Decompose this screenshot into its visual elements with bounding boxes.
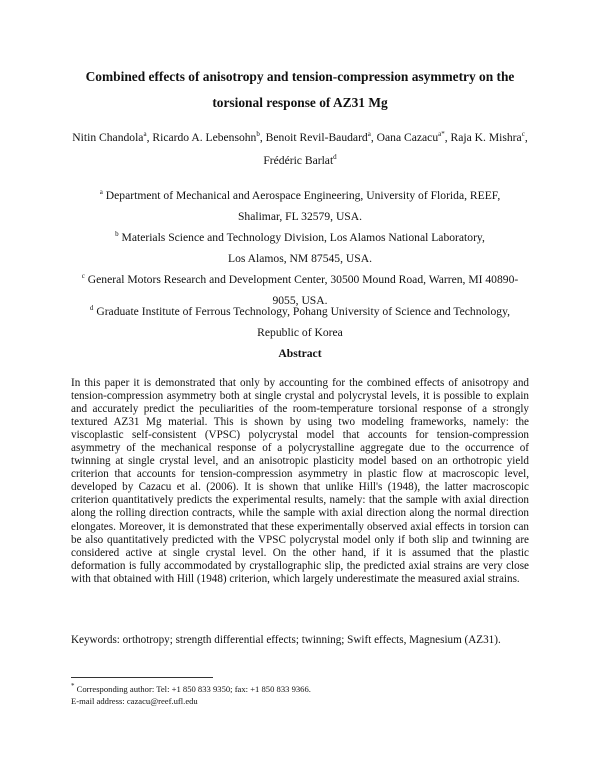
author-affiliation-mark: a [143,130,147,139]
abstract-body: In this paper it is demonstrated that only by accounting for the combined effects of anisotropy and tension-compression asymmetry both at single crystal and polycrystal levels, it is possible to explain and accurately predict the peculiarities of the room-temperature torsional response of a strongly textured AZ31 Mg material. This is shown by using two modeling frameworks, namely: the viscoplastic self-consistent (VPSC) polycrystal model that accounts for tension-compression asymmetry of the mechanical response of a polycrystalline aggregate due to the occurrence of twinning at single crystal level, and an anisotropic plasticity model based on an orthotropic yield criterion that accounts for tension-compression asymmetry in plastic flow at macroscopic level, developed by Cazacu et al. (2006). It is shown that unlike Hill's (1948), the latter macroscopic criterion quantitatively predicts the experimental results, namely: that the sample with axial direction along the rolling direction contracts, while the sample with axial direction along the normal direction elongates. Moreover, it is demonstrated that these experimentally observed axial effects in torsion can be also quantitatively predicted with the VPSC polycrystal model only if both slip and twinning are considered active at single crystal level. On the other hand, if it is assumed that the plastic deformation is fully accommodated by crystallographic slip, the predicted axial strains are very close with that obtained with Hill (1948) criterion, which largely underestimate the measured axial strains. [71,377,529,585]
affiliation-line: General Motors Research and Development Center, 30500 Mound Road, Warren, MI 40890- [87,273,519,286]
affiliation-mark: a [99,188,103,197]
affiliation-line: Republic of Korea [257,326,343,339]
footnote-corresponding-author [71,684,511,695]
author-affiliation-mark: a [367,130,371,139]
affiliation-line: Los Alamos, NM 87545, USA. [228,252,372,265]
author-name: Raja K. Mishra [450,131,522,144]
author-affiliation-mark: a* [438,130,445,139]
paper-title [60,64,540,116]
affiliation-line: Materials Science and Technology Division, Los Alamos National Laboratory, [121,231,485,244]
affiliation [60,185,540,227]
abstract-heading: Abstract [278,347,322,360]
affiliation-line: Department of Mechanical and Aerospace Engineering, University of Florida, REEF, [105,189,501,202]
affiliation-line: Shalimar, FL 32579, USA. [237,210,363,223]
affiliation-line: Graduate Institute of Ferrous Technology, Pohang University of Science and Technology, [96,305,511,318]
author-name: Ricardo A. Lebensohn [152,131,257,144]
author-affiliation-mark: d [333,153,337,162]
footnote-marker: * [71,682,75,691]
title-line-1: Combined effects of anisotropy and tension-compression asymmetry on the [85,69,515,84]
author-affiliation-mark: b [256,130,260,139]
keywords: Keywords: orthotropy; strength differential effects; twinning; Swift effects, Magnesium (AZ31). [71,634,501,646]
author-name: Oana Cazacu [376,131,439,144]
author-list: Nitin Chandola$^a$, Ricardo A. Lebensohn$^b$, Benoit Revil-Baudard$^a$, Oana Cazacu$^{a*}$, Raja K. Mishra$^c$, Frédéric Barlat$^d$ [72,130,528,167]
affiliation-mark: d [89,304,94,313]
affiliation-mark: b [115,230,119,239]
affiliation-mark: c [81,272,85,281]
footnote-email: E-mail address: cazacu@reef.ufl.edu [71,696,198,706]
affiliation [60,301,540,343]
affiliation [60,227,540,269]
author-name: Benoit Revil-Baudard [265,131,368,144]
footnote-contact: Corresponding author: Tel: +1 850 833 9350; fax: +1 850 833 9366. [74,684,311,694]
footnote-divider [71,677,213,678]
author-affiliation-mark: c [521,130,525,139]
affiliation-line: 9055, USA. [272,294,328,307]
author-name: Nitin Chandola [72,131,144,144]
author-name: Frédéric Barlat [263,154,334,167]
title-line-2: torsional response of AZ31 Mg [212,95,388,110]
